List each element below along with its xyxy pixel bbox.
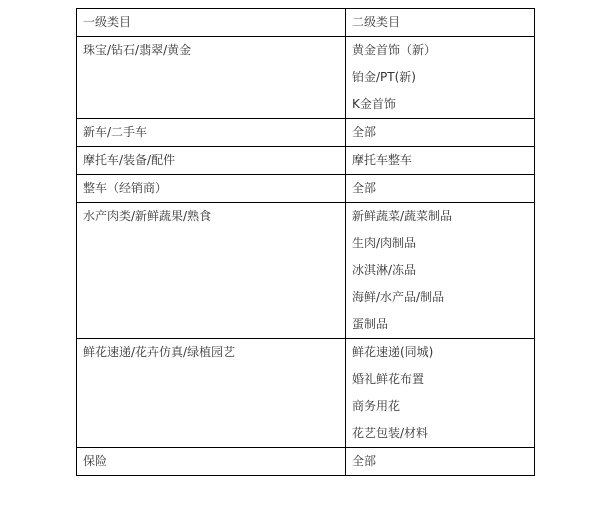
primary-category-cell: 摩托车/装备/配件 [77, 147, 346, 175]
header-cell-secondary: 二级类目 [346, 9, 535, 37]
secondary-category-item: 海鲜/水产品/制品 [352, 290, 445, 304]
table-row [77, 175, 535, 203]
secondary-category-item: 摩托车整车 [352, 153, 413, 167]
secondary-category-item: 生肉/肉制品 [352, 236, 417, 250]
primary-category-cell: 保险 [77, 448, 346, 476]
secondary-category-cell [346, 448, 535, 476]
primary-category-cell: 水产肉类/新鲜蔬果/熟食 [77, 203, 346, 339]
header-row [77, 9, 535, 37]
secondary-category-item: 全部 [352, 125, 377, 139]
secondary-category-item: 花艺包装/材料 [352, 426, 429, 440]
secondary-category-item: 全部 [352, 454, 377, 468]
table-row [77, 119, 535, 147]
secondary-category-item: 全部 [352, 181, 377, 195]
secondary-category-item: 蛋制品 [352, 317, 389, 331]
secondary-category-cell [346, 339, 535, 448]
category-table [76, 8, 535, 476]
table-row [77, 339, 535, 448]
secondary-category-item: 婚礼鲜花布置 [352, 372, 425, 386]
secondary-category-item: 冰淇淋/冻品 [352, 263, 417, 277]
primary-category-cell: 鲜花速递/花卉仿真/绿植园艺 [77, 339, 346, 448]
secondary-category-item: 铂金/PT(新) [352, 70, 416, 84]
primary-category-cell: 整车（经销商） [77, 175, 346, 203]
primary-category-cell: 珠宝/钻石/翡翠/黄金 [77, 37, 346, 119]
secondary-category-item: K金首饰 [352, 97, 396, 111]
table-row [77, 203, 535, 339]
secondary-category-cell [346, 175, 535, 203]
secondary-category-cell [346, 203, 535, 339]
secondary-category-cell [346, 37, 535, 119]
table-row [77, 147, 535, 175]
secondary-category-cell [346, 119, 535, 147]
secondary-category-item: 新鲜蔬菜/蔬菜制品 [352, 209, 453, 223]
secondary-category-item: 鲜花速递(同城) [352, 345, 434, 359]
secondary-category-item: 商务用花 [352, 399, 401, 413]
secondary-category-item: 黄金首饰（新） [352, 43, 437, 57]
primary-category-cell: 新车/二手车 [77, 119, 346, 147]
table-row [77, 37, 535, 119]
table-row [77, 448, 535, 476]
header-cell-primary: 一级类目 [77, 9, 346, 37]
secondary-category-cell [346, 147, 535, 175]
